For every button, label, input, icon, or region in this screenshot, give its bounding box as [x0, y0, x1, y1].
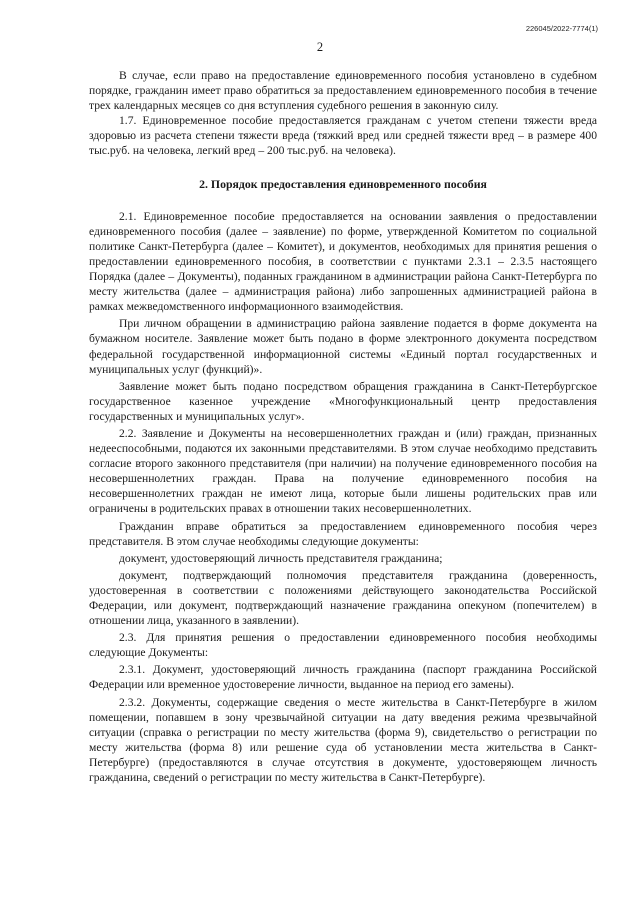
paragraph-personal-application: При личном обращении в администрацию района заявление подается в форме документа на бумажном носителе. Заявление может быть подано в форме электронного документа посредством федеральной государственной информационной системы «Единый портал государственных и муниципальных услуг (функций)». [89, 317, 597, 376]
paragraph-court-procedure: В случае, если право на предоставление единовременного пособия установлено в судебном порядке, гражданин имеет право обратиться за предоставлением единовременного пособия в течение трех календарных месяцев со дня вступления судебного решения в законную силу. [89, 69, 597, 113]
paragraph-representative: Гражданин вправе обратиться за предоставлением единовременного пособия через представителя. В этом случае необходимы следующие документы: [89, 519, 597, 548]
paragraph-representative-authority: документ, подтверждающий полномочия представителя гражданина (доверенность, удостоверенная в соответствии с положениями действующего законодательства Российской Федерации, или документ, подтверждающий назначение гражданина опекуном (попечителем) в отношении лица, указанного в заявлении). [89, 568, 597, 628]
section-heading: 2. Порядок предоставления единовременного пособия [199, 176, 487, 191]
page-number: 2 [316, 40, 324, 54]
document-id: 226045/2022-7774(1) [525, 24, 598, 33]
document-body [89, 68, 597, 785]
paragraph-2-1: 2.1. Единовременное пособие предоставляется на основании заявления о предоставлении единовременного пособия (далее – заявление) по форме, утвержденной Комитетом по социальной политике Санкт-Петербурга (далее – Комитет), и документов, необходимых для принятия решения о предоставлении единовременного пособия, в соответствии с пунктами 2.3.1 – 2.3.5 настоящего Порядка (далее – Документы), поданных гражданином в администрации района Санкт-Петербурга по месту жительства (далее – администрация района) либо запрошенных администрацией района в рамках межведомственного информационного взаимодействия. [89, 209, 597, 314]
paragraph-1-7: 1.7. Единовременное пособие предоставляется гражданам с учетом степени тяжести вреда здоровью из расчета степени тяжести вреда (тяжкий вред или средней тяжести вред – в размере 400 тыс.руб. на человека, легкий вред – 200 тыс.руб. на человека). [89, 114, 597, 158]
paragraph-2-3-2: 2.3.2. Документы, содержащие сведения о месте жительства в Санкт-Петербурге в жилом помещении, попавшем в зону чрезвычайной ситуации на дату введения режима чрезвычайной ситуации (справка о регистрации по месту жительства (форма 9), свидетельство о регистрации по месту жительства (форма 8) или решение суда об установлении места жительства в Санкт-Петербурге) (предоставляются в случае отсутствия в документе, удостоверяющем личность гражданина, сведений о регистрации по месту жительства в Санкт-Петербурге). [89, 695, 597, 785]
paragraph-2-2: 2.2. Заявление и Документы на несовершеннолетних граждан и (или) граждан, признанных недееспособными, подаются их законными представителями. В этом случае необходимо представить согласие второго законного представителя (при наличии) на получение единовременного пособия на несовершеннолетних граждан. Права на получение единовременного пособия на несовершеннолетних граждан не имеют лица, которые были лишены родительских прав или ограничены в родительских правах в отношении таких несовершеннолетних. [89, 426, 597, 516]
paragraph-representative-id: документ, удостоверяющий личность представителя гражданина; [119, 551, 443, 565]
paragraph-2-3-1: 2.3.1. Документ, удостоверяющий личность гражданина (паспорт гражданина Российской Федерации или временное удостоверение личности, выданное на период его замены). [89, 663, 597, 692]
paragraph-2-3: 2.3. Для принятия решения о предоставлении единовременного пособия необходимы следующие Документы: [89, 631, 597, 660]
paragraph-mfc-application: Заявление может быть подано посредством обращения гражданина в Санкт-Петербургское государственное казенное учреждение «Многофункциональный центр предоставления государственных и муниципальных услуг». [89, 379, 597, 423]
